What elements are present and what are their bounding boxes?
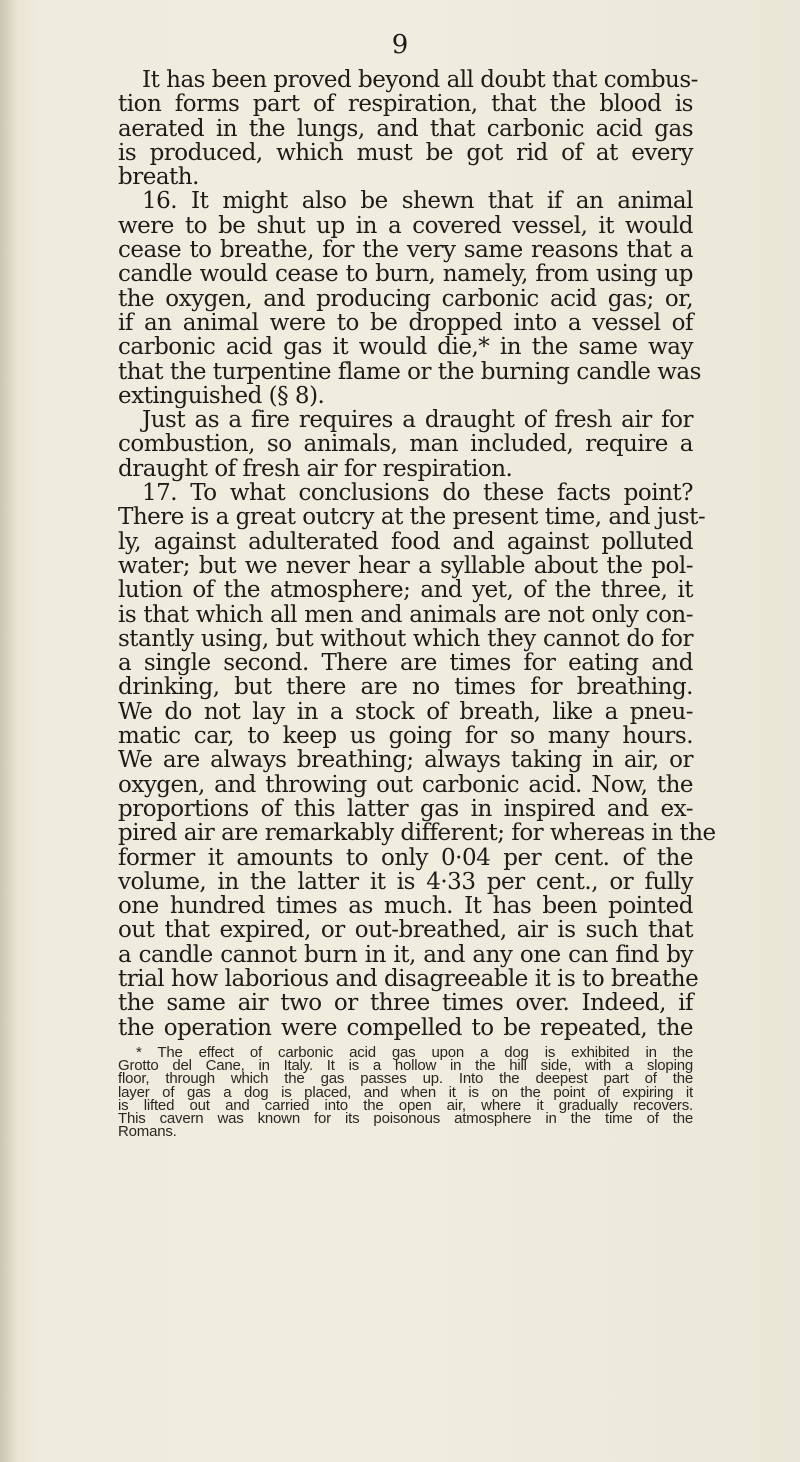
footnote-line: Grotto del Cane, in Italy. It is a hollow in the hill side, with a sloping — [118, 1057, 693, 1075]
text-line: lution of the atmosphere; and yet, of the three, it — [118, 577, 693, 604]
page-number: 9 — [391, 30, 409, 60]
footnote — [118, 1044, 693, 1141]
text-line: 16. It might also be shewn that if an animal — [142, 188, 693, 215]
text-line: pired air are remarkably different; for whereas in the — [118, 820, 716, 847]
footnote-line: floor, through which the gas passes up. Into the deepest part of the — [118, 1070, 693, 1088]
text-line: proportions of this latter gas in inspired and ex- — [118, 795, 693, 822]
text-line: drinking, but there are no times for breathing. — [118, 674, 693, 701]
text-line: We are always breathing; always taking in air, or — [118, 747, 693, 774]
text-line: carbonic acid gas it would die,* in the same way — [118, 334, 693, 361]
text-line: the same air two or three times over. Indeed, if — [118, 990, 693, 1017]
text-line: extinguished (§ 8). — [118, 382, 325, 409]
text-line: 17. To what conclusions do these facts point? — [142, 480, 693, 507]
text-line: trial how laborious and disagreeable it is to breathe — [118, 965, 699, 992]
text-line: is produced, which must be got rid of at every — [118, 139, 693, 166]
text-line: candle would cease to burn, namely, from using up — [118, 261, 693, 288]
footnote-line: is lifted out and carried into the open air, where it gradually recovers. — [118, 1096, 693, 1114]
text-line: It has been proved beyond all doubt that combus- — [142, 67, 698, 93]
text-line: cease to breathe, for the very same reasons that a — [118, 237, 693, 264]
text-line: tion forms part of respiration, that the blood is — [118, 91, 693, 118]
footnote-line: layer of gas a dog is placed, and when it is on the point of expiring it — [118, 1083, 693, 1101]
text-line: the operation were compelled to be repeated, the — [118, 1014, 693, 1041]
text-line: volume, in the latter it is 4·33 per cent., or fully — [118, 868, 693, 895]
text-line: is that which all men and animals are not only con- — [118, 601, 693, 628]
text-line: draught of fresh air for respiration. — [118, 455, 513, 482]
footnote-line: * The effect of carbonic acid gas upon a dog is exhibited in the — [136, 1044, 693, 1061]
text-line: oxygen, and throwing out carbonic acid. Now, the — [118, 771, 693, 798]
body-text — [118, 67, 716, 1041]
text-line: There is a great outcry at the present time, and just- — [118, 504, 706, 531]
text-line: water; but we never hear a syllable about the pol- — [118, 552, 693, 579]
text-line: stantly using, but without which they cannot do for — [118, 625, 693, 652]
footnote-line: This cavern was known for its poisonous atmosphere in the time of the — [118, 1109, 693, 1127]
footnote-line: Romans. — [118, 1123, 177, 1141]
text-line: the oxygen, and producing carbonic acid gas; or, — [118, 285, 693, 312]
text-line: former it amounts to only 0·04 per cent. of the — [118, 844, 693, 871]
spine-shadow — [0, 0, 18, 1462]
text-line: that the turpentine flame or the burning candle was — [118, 358, 701, 385]
text-line: breath. — [118, 164, 199, 191]
text-line: a single second. There are times for eating and — [118, 650, 693, 677]
text-line: combustion, so animals, man included, require a — [118, 431, 693, 458]
text-line: out that expired, or out-breathed, air is such that — [118, 917, 693, 944]
text-line: aerated in the lungs, and that carbonic acid gas — [118, 115, 693, 142]
text-line: one hundred times as much. It has been pointed — [118, 893, 693, 920]
text-line: a candle cannot burn in it, and any one can find by — [118, 941, 693, 968]
text-line: if an animal were to be dropped into a vessel of — [118, 309, 693, 336]
text-line: matic car, to keep us going for so many hours. — [118, 723, 693, 750]
text-line: We do not lay in a stock of breath, like a pneu- — [118, 698, 693, 725]
text-line: Just as a fire requires a draught of fresh air for — [142, 407, 693, 434]
text-line: ly, against adulterated food and against polluted — [118, 528, 693, 555]
text-line: were to be shut up in a covered vessel, it would — [118, 212, 693, 239]
